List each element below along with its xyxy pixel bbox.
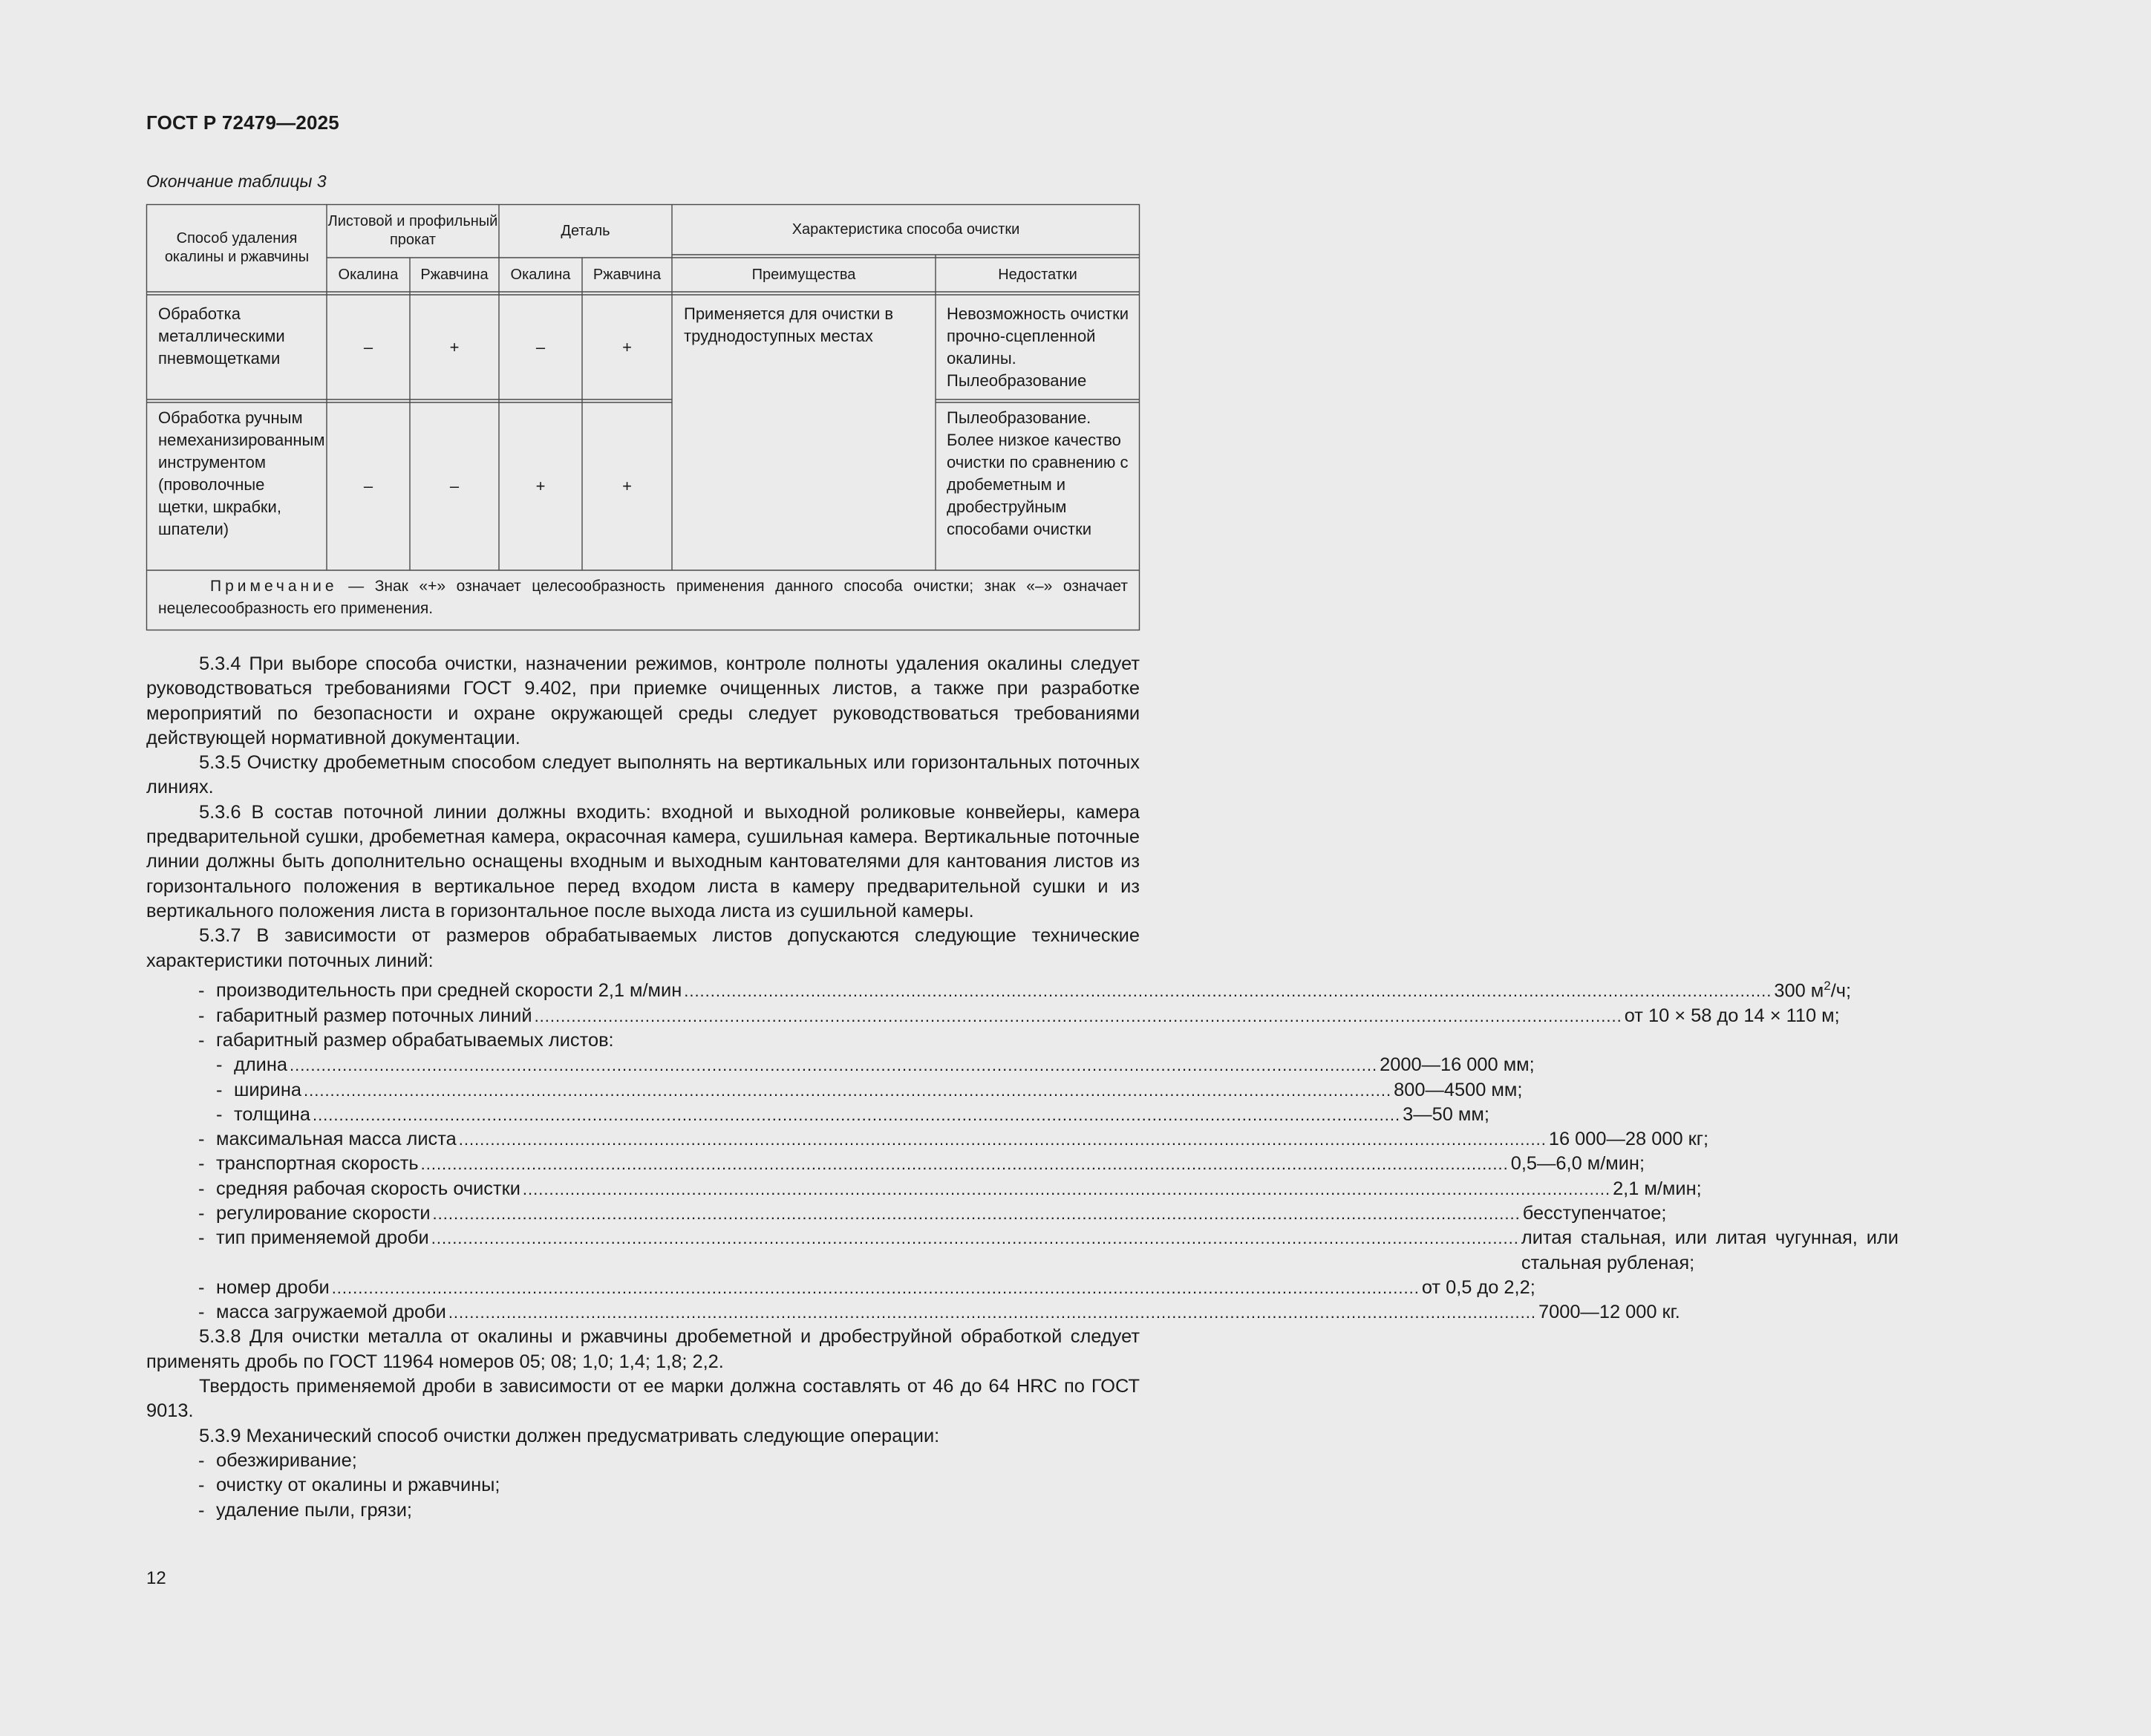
spec-value: 7000—12 000 кг. [1538,1302,1680,1323]
paragraph-hardness: Твердость применяемой дроби в зависимости от ее марки должна составлять от 46 до 64 HRC по ГОСТ 9013. [146,1376,1140,1422]
leader-dots: .............................................................................................................................................................................................................. [458,1130,1547,1149]
leader-dots: .............................................................................................................................................................................................................. [304,1080,1392,1100]
spec-shot-number: - номер дроби .............................................................................................................................................................................................................. от 0,5 до 2,2; [146,1276,1140,1300]
spec-average-speed: - средняя рабочая скорость очистки .............................................................................................................................................................................................................. 2,1 м/мин; [146,1177,1140,1201]
leader-dots: .............................................................................................................................................................................................................. [684,982,1772,1001]
leader-dots: .............................................................................................................................................................................................................. [448,1303,1536,1322]
row1-advantages: Применяется для очистки в труднодоступных местах [684,304,894,345]
leader-dots: .............................................................................................................................................................................................................. [331,1278,1420,1297]
header-part-rust: Ржавчина [593,266,662,283]
spec-value: от 0,5 до 2,2; [1421,1276,1535,1298]
spec-thickness: - толщина .............................................................................................................................................................................................................. 3—50 мм; [146,1103,1140,1127]
leader-dots: .............................................................................................................................................................................................................. [432,1204,1521,1223]
spec-value: 3—50 мм; [1403,1103,1489,1125]
spec-label: транспортная скорость [216,1153,419,1175]
spec-label: номер дроби [216,1276,330,1298]
header-part-group: Деталь [561,222,610,239]
table-3-end [146,204,1140,631]
header-characteristics: Характеристика способа очистки [791,221,1020,238]
note-text: — Знак «+» означает целесообразность применения данного способа очистки; знак «–» означает нецелесообразность его применения. [158,578,1128,617]
spec-sheet-size: - габаритный размер обрабатываемых листов: [198,1029,614,1051]
spec-label: масса загружаемой дроби [216,1302,446,1323]
paragraph-5-3-6: 5.3.6 В состав поточной линии должны входить: входной и выходной роликовые конвейеры, камера предварительной сушки, дробеметная камера, окрасочная камера, сушильная камера. Вертикальные поточные линии должны быть дополнительно оснащены входным и выходным кантователями для кантования листов из горизонтального положения в вертикальное перед входом листа в камеру предварительной сушки и из вертикального положения листа в горизонтальное после выхода листа из сушильной камеры. [146,801,1140,921]
spec-shot-type: - тип применяемой дроби .............................................................................................................................................................................................................. литая стальная, или литая чугунная, или стальная рубленая; [146,1226,1140,1276]
header-disadvantages: Недостатки [998,266,1077,283]
paragraph-5-3-4: 5.3.4 При выборе способа очистки, назначении режимов, контроле полноты удаления окалины следует руководствоваться требованиями ГОСТ 9.402, при приемке очищенных листов, а также при разработке мероприятий по безопасности и охране окружающей среды следует руководствоваться требованиями действующей нормативной документации. [146,653,1140,748]
row2-sheet-scale: – [363,477,373,495]
spec-label: максимальная масса листа [216,1129,457,1150]
header-sheet-scale: Окалина [338,266,399,283]
spec-value: 0,5—6,0 м/мин; [1510,1153,1645,1175]
spec-label: толщина [234,1103,310,1125]
spec-label: средняя рабочая скорость очистки [216,1178,520,1199]
spec-value: 2,1 м/мин; [1613,1178,1702,1199]
list-item: - очистку от окалины и ржавчины; [198,1475,500,1496]
spec-productivity: - производительность при средней скорости 2,1 м/мин .............................................................................................................................................................................................................. 300 $м^2/ч$; [146,973,1140,1004]
spec-value: литая стальная, или литая чугунная, или стальная рубленая; [1521,1227,1899,1273]
spec-value: бесступенчатое; [1522,1203,1667,1224]
row1-sheet-scale: – [363,337,373,356]
leader-dots: .............................................................................................................................................................................................................. [522,1179,1611,1198]
leader-dots: .............................................................................................................................................................................................................. [420,1155,1509,1174]
spec-label: габаритный размер обрабатываемых листов: [216,1029,614,1051]
row2-part-rust: + [622,477,632,495]
spec-label: длина [234,1054,287,1076]
spec-width: - ширина .............................................................................................................................................................................................................. 800—4500 мм; [146,1078,1140,1103]
spec-value: 800—4500 мм; [1394,1079,1523,1100]
row2-sheet-rust: – [449,477,460,495]
spec-value: 300 $м^2/ч$; [1774,978,1852,1002]
row2-method: Обработка ручным немеханизированным инструментом (проволочные щетки, шкрабки, шпатели) [158,408,325,538]
leader-dots: .............................................................................................................................................................................................................. [289,1056,1378,1075]
row1-part-scale: – [535,337,546,356]
table-caption: Окончание таблицы 3 [146,172,327,191]
spec-label: тип применяемой дроби [216,1227,429,1249]
note-label: Примечание [210,578,338,595]
row1-part-rust: + [622,337,632,356]
leader-dots: .............................................................................................................................................................................................................. [534,1006,1622,1025]
header-advantages: Преимущества [751,266,856,283]
body-text [146,652,1899,1523]
spec-length: - длина .............................................................................................................................................................................................................. 2000—16 000 мм; [146,1053,1140,1077]
row2-disadvantages: Пылеобразование. Более низкое качество очистки по сравнению с дробеметным и дробеструйным способами очистки [947,408,1129,538]
list-item: - обезжиривание; [198,1449,357,1471]
paragraph-5-3-8: 5.3.8 Для очистки металла от окалины и ржавчины дробеметной и дробеструйной обработкой следует применять дробь по ГОСТ 11964 номеров 05; 08; 1,0; 1,4; 1,8; 2,2. [146,1326,1140,1372]
spec-label: регулирование скорости [216,1203,431,1224]
row1-method: Обработка металлическими пневмощетками [158,304,285,368]
spec-label: ширина [234,1079,301,1100]
spec-line-size: - габаритный размер поточных линий .............................................................................................................................................................................................................. от 10 × 58 до 14 × 110 м; [146,1004,1140,1028]
row1-disadvantages: Невозможность очистки прочно-сцепленной окалины. Пылеобразование [947,304,1129,390]
spec-value: 2000—16 000 мм; [1380,1054,1535,1076]
paragraph-5-3-7: 5.3.7 В зависимости от размеров обрабатываемых листов допускаются следующие технические характеристики поточных линий: [146,925,1140,971]
leader-dots: .............................................................................................................................................................................................................. [431,1229,1519,1248]
leader-dots: .............................................................................................................................................................................................................. [312,1105,1401,1124]
row2-part-scale: + [535,477,546,495]
header-method: Способ удаления окалины и ржавчины [164,230,310,265]
spec-shot-mass: - масса загружаемой дроби .............................................................................................................................................................................................................. 7000—12 000 кг. [146,1300,1140,1325]
paragraph-5-3-5: 5.3.5 Очистку дробеметным способом следует выполнять на вертикальных или горизонтальных поточных линиях. [146,752,1140,798]
header-sheet-group: Листовой и профильный прокат [327,213,498,248]
spec-label: габаритный размер поточных линий [216,1005,532,1026]
spec-speed-regulation: - регулирование скорости .............................................................................................................................................................................................................. бесступенчатое; [146,1201,1140,1226]
row1-sheet-rust: + [449,337,460,356]
table-note [158,575,1128,620]
spec-value: 16 000—28 000 кг; [1548,1129,1709,1150]
page-number: 12 [146,1568,166,1588]
paragraph-5-3-9: 5.3.9 Механический способ очистки должен предусматривать следующие операции: [199,1425,940,1446]
document-title: ГОСТ Р 72479—2025 [146,111,339,134]
header-sheet-rust: Ржавчина [420,266,489,283]
spec-label: производительность при средней скорости 2,1 м/мин [216,980,682,1002]
spec-value: от 10 × 58 до 14 × 110 м; [1624,1005,1840,1026]
spec-max-mass: - максимальная масса листа .............................................................................................................................................................................................................. 16 000—28 000 кг; [146,1127,1140,1152]
list-item: - удаление пыли, грязи; [198,1499,412,1521]
header-part-scale: Окалина [510,266,571,283]
spec-transport-speed: - транспортная скорость .............................................................................................................................................................................................................. 0,5—6,0 м/мин; [146,1152,1140,1176]
